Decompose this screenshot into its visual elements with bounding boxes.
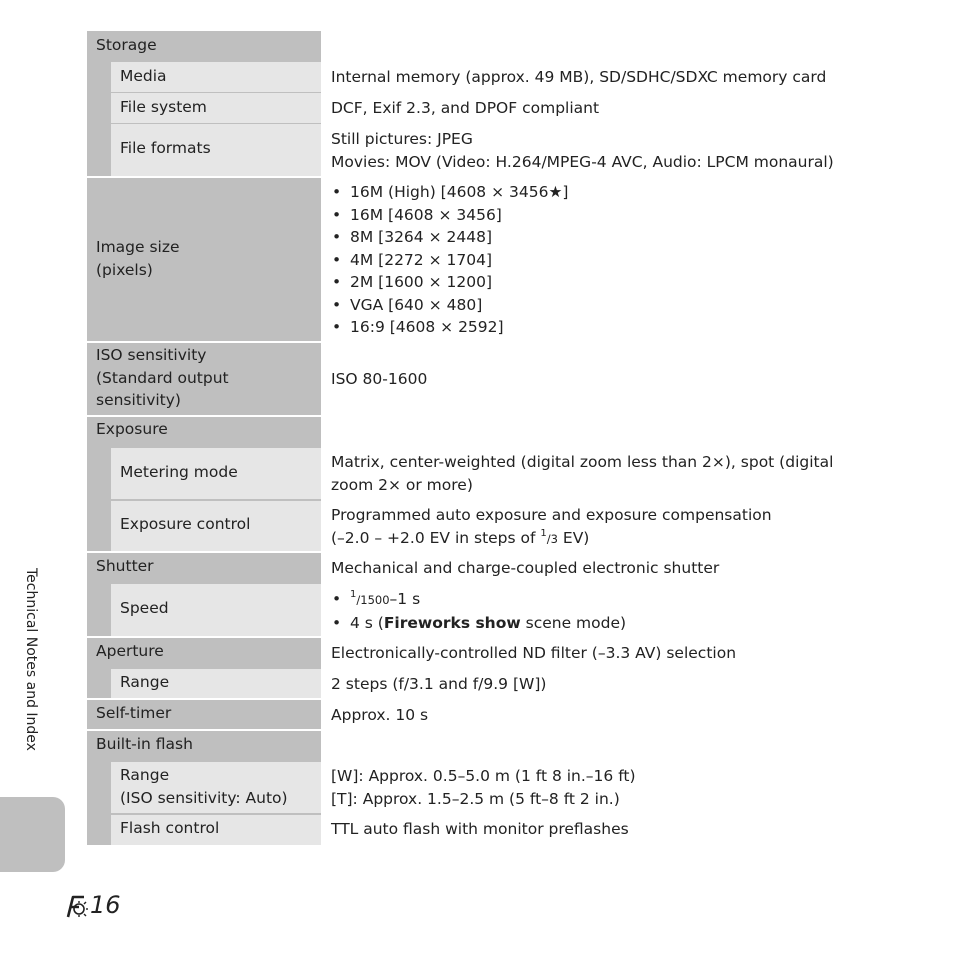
flash-control-value: TTL auto flash with monitor preflashes <box>331 820 629 838</box>
metering-line1: Matrix, center-weighted (digital zoom less than 2×), spot (digital <box>331 453 834 471</box>
flash-range-cell <box>111 762 321 813</box>
exposure-control-cell <box>111 501 321 551</box>
exposure-control-value <box>331 504 891 550</box>
exposure-control-line2: (–2.0 – +2.0 EV in steps of $^1$/3 EV) <box>331 527 590 547</box>
media-cell <box>111 62 321 92</box>
image-size-label-line1: Image size <box>96 238 180 256</box>
speed-label: Speed <box>120 599 169 617</box>
storage-label: Storage <box>96 36 157 54</box>
flash-control-label: Flash control <box>120 819 220 837</box>
shutter-value: Mechanical and charge-coupled electronic shutter <box>331 559 720 577</box>
camera-f-icon <box>62 893 92 921</box>
speed-list <box>331 588 891 634</box>
aperture-range-cell <box>111 669 321 698</box>
star-icon: ★ <box>548 183 563 201</box>
image-size-label <box>96 236 180 281</box>
flash-range-value <box>331 765 891 810</box>
media-value: Internal memory (approx. 49 MB), SD/SDHC/SDXC memory card <box>331 68 827 86</box>
image-size-row <box>87 178 321 341</box>
page-number: 16 <box>90 891 121 919</box>
image-size-item: • 8M [3264 × 2448] <box>331 226 891 249</box>
flash-range-label-line2: (ISO sensitivity: Auto) <box>120 788 288 807</box>
media-label: Media <box>120 67 167 85</box>
exposure-label: Exposure <box>96 420 168 438</box>
exposure-control-line1: Programmed auto exposure and exposure compensation <box>331 506 772 524</box>
self-timer-value: Approx. 10 s <box>331 706 429 724</box>
image-size-label-line2: (pixels) <box>96 260 153 279</box>
speed-cell <box>111 584 321 636</box>
speed-item: • 4 s (Fireworks show scene mode) <box>331 612 891 635</box>
flash-range-label <box>120 764 288 809</box>
metering-value <box>331 451 891 496</box>
iso-row <box>87 343 321 415</box>
flash-range-label-line1: Range <box>120 766 170 784</box>
speed-item: • $^1$/1500–1 s <box>331 588 891 612</box>
iso-label-line2: (Standard output <box>96 368 229 387</box>
image-size-item: • 16:9 [4608 × 2592] <box>331 316 891 339</box>
file-formats-line2: Movies: MOV (Video: H.264/MPEG-4 AVC, Audio: LPCM monaural) <box>331 152 834 171</box>
flash-control-cell <box>111 815 321 845</box>
self-timer-label: Self-timer <box>96 704 172 722</box>
image-size-item: • 2M [1600 × 1200] <box>331 271 891 294</box>
file-formats-label: File formats <box>120 139 211 157</box>
aperture-range-label: Range <box>120 673 170 691</box>
metering-line2: zoom 2× or more) <box>331 475 473 494</box>
iso-label <box>96 344 229 412</box>
file-system-value: DCF, Exif 2.3, and DPOF compliant <box>331 99 600 117</box>
flash-label: Built-in flash <box>96 735 193 753</box>
file-system-label: File system <box>120 98 207 116</box>
image-size-list <box>331 181 891 339</box>
file-system-cell <box>111 93 321 123</box>
file-formats-line1: Still pictures: JPEG <box>331 130 473 148</box>
iso-label-line1: ISO sensitivity <box>96 346 207 364</box>
iso-value: ISO 80-1600 <box>331 370 428 388</box>
aperture-label: Aperture <box>96 642 164 660</box>
file-formats-value <box>331 128 891 173</box>
image-size-item: • VGA [640 × 480] <box>331 294 891 317</box>
metering-label: Metering mode <box>120 463 238 481</box>
self-timer-row <box>87 700 321 729</box>
image-size-item: • 16M (High) [4608 × 3456★] <box>331 181 891 204</box>
metering-cell <box>111 448 321 499</box>
exposure-control-label: Exposure control <box>120 515 251 533</box>
shutter-label: Shutter <box>96 557 154 575</box>
image-size-item: • 16M [4608 × 3456] <box>331 204 891 227</box>
aperture-value: Electronically-controlled ND filter (–3.3 AV) selection <box>331 644 737 662</box>
flash-range-line2: [T]: Approx. 1.5–2.5 m (5 ft–8 ft 2 in.) <box>331 789 620 808</box>
chapter-tab-label: Technical Notes and Index <box>23 568 39 751</box>
chapter-tab <box>0 797 65 872</box>
iso-label-line3: sensitivity) <box>96 391 181 409</box>
flash-range-line1: [W]: Approx. 0.5–5.0 m (1 ft 8 in.–16 ft) <box>331 767 636 785</box>
image-size-item: • 4M [2272 × 1704] <box>331 249 891 272</box>
aperture-range-value: 2 steps (f/3.1 and f/9.9 [W]) <box>331 675 547 693</box>
file-formats-cell <box>111 124 321 176</box>
